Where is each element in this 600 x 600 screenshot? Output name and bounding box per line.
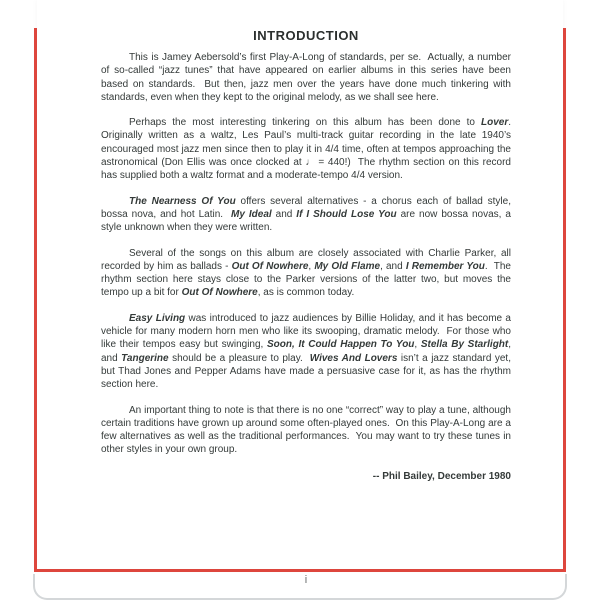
text-run: My Ideal — [231, 208, 272, 220]
text-run: The Nearness Of You — [129, 195, 236, 207]
text-run: was introduced to jazz audiences by Billie Holiday, and it has become a vehicle for many modern horn men who like its swooping, dramatic melody. For those who like their tempos easy but swinging, — [101, 312, 514, 351]
text-run: If I Should Lose You — [296, 208, 397, 220]
text-run: Out Of Nowhere — [231, 260, 309, 272]
paragraph-lover — [101, 116, 517, 182]
red-cover-edge-right — [563, 28, 566, 572]
text-run: I Remember You — [405, 260, 485, 272]
text-run: . The rhythm section here stays close to the Parker versions of the latter two, but moves the tempo up a bit for — [101, 260, 514, 299]
text-run: are now bossa novas, a style unknown when they were written. — [101, 208, 514, 234]
text-run: should be a pleasure to play. — [168, 352, 310, 364]
text-run: Easy Living — [129, 312, 186, 324]
text-run: , as is common today. — [257, 287, 355, 299]
text-run: Wives And Lovers — [309, 352, 398, 364]
red-cover-edge-bottom — [34, 569, 566, 572]
text-run: Out Of Nowhere — [181, 287, 258, 299]
page-number: i — [304, 574, 308, 586]
text-run: My Old Flame — [314, 260, 381, 272]
text-run: Stella By Starlight — [420, 339, 509, 351]
text-run: Several of the songs on this album are closely associated with Charlie Parker, all recorded by him as ballads - — [101, 247, 514, 272]
paragraph-intro — [101, 51, 514, 104]
paragraph-easy-living — [101, 312, 514, 392]
paragraph-charlie-parker — [101, 247, 514, 300]
text-run: An important thing to note is that there is no one “correct” way to play a tune, although certain traditions have grown up around some often-played ones. On this Play-A-Long are a few alternatives as well as the traditional performances. You may want to try these tunes in other styles in your own group. — [101, 404, 514, 456]
text-run: . Originally written as a waltz, Les Paul’s multi-track guitar recording in the late 1940’s encouraged most jazz men since then to play it in 4/4 time, often at tempos approaching the astronomical (Don Ellis was once clocked at ♩ = 440!) The rhythm section on this record has supplied both a waltz format and a moderate-tempo 4/4 version. — [101, 117, 517, 182]
author-signature: -- Phil Bailey, December 1980 — [372, 470, 511, 482]
paragraph-no-correct-way — [101, 404, 514, 457]
text-run: Perhaps the most interesting tinkering on this album has been done to — [129, 117, 481, 129]
paragraph-nearness-of-you — [101, 195, 514, 235]
text-run: , — [308, 260, 315, 272]
text-run: offers several alternatives - a chorus each of ballad style, bossa nova, and hot Latin. — [101, 195, 514, 220]
document-page — [37, 0, 563, 569]
text-run: , and — [101, 339, 514, 364]
text-run: Tangerine — [121, 352, 169, 364]
text-run: , — [414, 339, 421, 351]
text-run: Lover — [480, 117, 509, 129]
text-run: Soon, It Could Happen To You — [267, 339, 415, 351]
text-run: This is Jamey Aebersold’s first Play-A-Long of standards, per se. Actually, a number of so-called “jazz tunes” that have appeared on earlier albums in this series have been based on standards. But then, jazz men over the years have done much tinkering with standards, even when they kept to the original melody, as we shall see here. — [101, 52, 514, 103]
text-run: isn’t a jazz standard yet, but Thad Jones and Pepper Adams have made a persuasive case for it, as has the rhythm section here. — [101, 352, 514, 391]
text-run: , and — [380, 260, 406, 272]
page-title: INTRODUCTION — [253, 28, 359, 43]
text-run: and — [271, 208, 297, 220]
